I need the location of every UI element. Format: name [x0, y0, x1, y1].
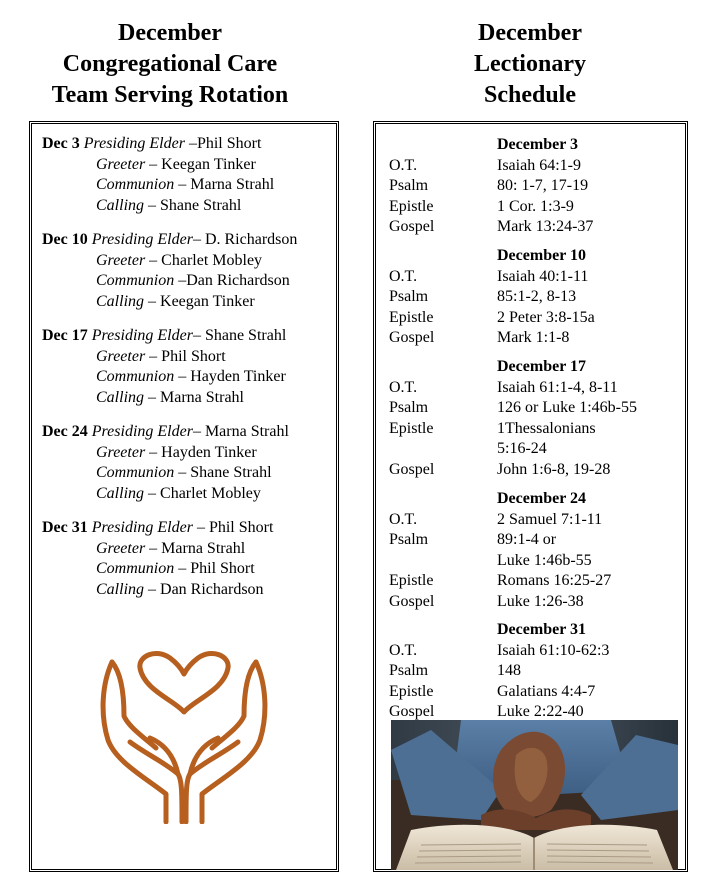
calling-name: – Dan Richardson: [144, 580, 264, 598]
reading-label: Gospel: [389, 592, 435, 610]
reading-ref: 80: 1-7, 17-19: [497, 177, 589, 194]
reading-row: [376, 197, 685, 218]
calling-name: – Marna Strahl: [144, 388, 244, 406]
reading-row: [376, 267, 685, 288]
elder-name: Shane Strahl: [204, 327, 287, 344]
reading-row: [376, 439, 685, 460]
reading-label: Gospel: [389, 218, 435, 235]
elder-name: Phil Short: [208, 519, 274, 536]
calling-name: – Shane Strahl: [144, 196, 242, 214]
lectionary-day: [376, 489, 685, 612]
reading-row: [376, 217, 685, 238]
reading-row: [376, 460, 685, 481]
reading-ref: Mark 13:24-37: [497, 218, 594, 235]
reading-label: Psalm: [389, 288, 429, 305]
rotation-heading: [20, 18, 320, 111]
rotation-date: Dec 17: [42, 327, 88, 344]
communion-name: –Dan Richardson: [174, 272, 290, 289]
communion-name: – Marna Strahl: [174, 176, 275, 193]
rotation-date: Dec 3: [42, 135, 80, 152]
reading-label: O.T.: [389, 510, 418, 528]
elder-separator: –: [184, 135, 197, 152]
reading-label: Gospel: [389, 460, 435, 478]
greeter-role: Greeter: [96, 443, 146, 461]
reading-ref: Isaiah 64:1-9: [497, 156, 581, 174]
reading-label: O.T.: [389, 641, 418, 659]
reading-label: [376, 551, 497, 572]
reading-label: Epistle: [389, 419, 434, 437]
rotation-week: [42, 230, 297, 312]
reading-label: Epistle: [389, 682, 434, 700]
reading-label: Psalm: [389, 177, 429, 194]
reading-ref: Galatians 4:4-7: [497, 682, 596, 700]
reading-ref: 148: [497, 662, 521, 679]
reading-ref: 1Thessalonians: [497, 419, 596, 437]
elder-role: Presiding Elder: [91, 231, 193, 248]
reading-ref: Luke 1:26-38: [497, 592, 584, 610]
lectionary-heading-line2: Lectionary: [474, 51, 586, 77]
calling-role: Calling: [96, 292, 145, 310]
lectionary-heading-line3: Schedule: [483, 82, 576, 108]
lectionary-date: December 24: [497, 490, 586, 507]
rotation-week: [42, 518, 273, 600]
elder-role: Presiding Elder: [91, 327, 193, 344]
reading-ref: Luke 1:46b-55: [497, 551, 592, 569]
rotation-heading-line1: December: [118, 20, 222, 46]
rotation-week: [42, 134, 274, 216]
reading-row: [376, 661, 685, 682]
reading-row: [376, 641, 685, 662]
calling-name: – Charlet Mobley: [144, 484, 261, 502]
communion-name: – Shane Strahl: [174, 464, 272, 481]
reading-ref: Mark 1:1-8: [497, 329, 570, 346]
reading-ref: Isaiah 40:1-11: [497, 267, 589, 285]
elder-role: Presiding Elder: [83, 135, 185, 152]
rotation-heading-line3: Team Serving Rotation: [51, 82, 289, 108]
praying-hands-bible-photo: [391, 720, 678, 870]
reading-row: [376, 308, 685, 329]
reading-row: [376, 592, 685, 613]
reading-label: Epistle: [389, 308, 434, 326]
calling-role: Calling: [96, 196, 145, 214]
greeter-name: – Hayden Tinker: [145, 443, 257, 461]
reading-ref: 2 Peter 3:8-15a: [497, 308, 595, 326]
elder-separator: –: [192, 423, 205, 440]
reading-row: [376, 398, 685, 419]
reading-label: Psalm: [389, 662, 429, 679]
reading-label: [376, 439, 497, 460]
lectionary-date: December 10: [497, 247, 586, 264]
reading-ref: 126 or Luke 1:46b-55: [497, 399, 637, 416]
calling-role: Calling: [96, 580, 145, 598]
reading-row: [376, 287, 685, 308]
greeter-role: Greeter: [96, 539, 146, 557]
reading-label: Gospel: [389, 703, 435, 720]
hands-heart-icon: [94, 644, 274, 824]
elder-role: Presiding Elder: [91, 423, 193, 440]
reading-row: [376, 176, 685, 197]
rotation-date: Dec 24: [42, 423, 88, 440]
reading-ref: Isaiah 61:10-62:3: [497, 641, 610, 659]
rotation-heading-line2: Congregational Care: [62, 51, 278, 77]
reading-label: Epistle: [389, 197, 434, 215]
reading-ref: 85:1-2, 8-13: [497, 288, 577, 305]
communion-name: – Phil Short: [174, 560, 255, 577]
reading-ref: John 1:6-8, 19-28: [497, 460, 611, 478]
lectionary-heading: [380, 18, 680, 111]
rotation-date: Dec 10: [42, 231, 88, 248]
greeter-name: – Keegan Tinker: [145, 155, 256, 173]
calling-name: – Keegan Tinker: [144, 292, 255, 310]
communion-name: – Hayden Tinker: [174, 368, 286, 385]
elder-role: Presiding Elder: [91, 519, 193, 536]
greeter-role: Greeter: [96, 347, 146, 365]
reading-row: [376, 510, 685, 531]
reading-row: [376, 328, 685, 349]
elder-separator: –: [192, 231, 205, 248]
rotation-date: Dec 31: [42, 519, 88, 536]
reading-row: [376, 682, 685, 703]
reading-ref: 1 Cor. 1:3-9: [497, 197, 574, 215]
elder-separator: –: [192, 519, 209, 536]
reading-ref: Romans 16:25-27: [497, 572, 612, 589]
lectionary-day: [376, 135, 685, 238]
elder-name: Phil Short: [196, 135, 262, 152]
lectionary-date: December 17: [497, 358, 586, 375]
calling-role: Calling: [96, 484, 145, 502]
reading-ref: 5:16-24: [497, 440, 547, 457]
communion-role: Communion: [96, 368, 175, 385]
communion-role: Communion: [96, 272, 175, 289]
lectionary-panel: [373, 121, 688, 872]
lectionary-date: December 31: [497, 621, 586, 638]
greeter-name: – Charlet Mobley: [145, 251, 263, 269]
reading-row: [376, 551, 685, 572]
reading-label: Psalm: [389, 399, 429, 416]
greeter-role: Greeter: [96, 251, 146, 269]
reading-ref: Isaiah 61:1-4, 8-11: [497, 378, 618, 396]
reading-row: [376, 530, 685, 551]
reading-label: Epistle: [389, 572, 434, 589]
reading-ref: 89:1-4 or: [497, 531, 557, 548]
lectionary-day: [376, 620, 685, 723]
elder-separator: –: [192, 327, 205, 344]
reading-label: O.T.: [389, 156, 418, 174]
elder-name: Marna Strahl: [204, 423, 289, 440]
reading-label: O.T.: [389, 378, 418, 396]
communion-role: Communion: [96, 560, 175, 577]
elder-name: D. Richardson: [204, 231, 298, 248]
greeter-role: Greeter: [96, 155, 146, 173]
calling-role: Calling: [96, 388, 145, 406]
lectionary-heading-line1: December: [478, 20, 582, 46]
rotation-week: [42, 326, 286, 408]
reading-row: [376, 419, 685, 440]
greeter-name: – Phil Short: [145, 347, 226, 365]
lectionary-date: December 3: [497, 136, 578, 153]
lectionary-day: [376, 246, 685, 349]
communion-role: Communion: [96, 464, 175, 481]
reading-row: [376, 378, 685, 399]
reading-label: Psalm: [389, 531, 429, 548]
greeter-name: – Marna Strahl: [145, 539, 246, 557]
reading-label: Gospel: [389, 329, 435, 346]
reading-row: [376, 571, 685, 592]
communion-role: Communion: [96, 176, 175, 193]
reading-label: O.T.: [389, 267, 418, 285]
rotation-week: [42, 422, 289, 504]
reading-row: [376, 156, 685, 177]
reading-ref: 2 Samuel 7:1-11: [497, 510, 603, 528]
rotation-panel: [29, 121, 339, 872]
lectionary-day: [376, 357, 685, 480]
reading-ref: Luke 2:22-40: [497, 703, 584, 720]
